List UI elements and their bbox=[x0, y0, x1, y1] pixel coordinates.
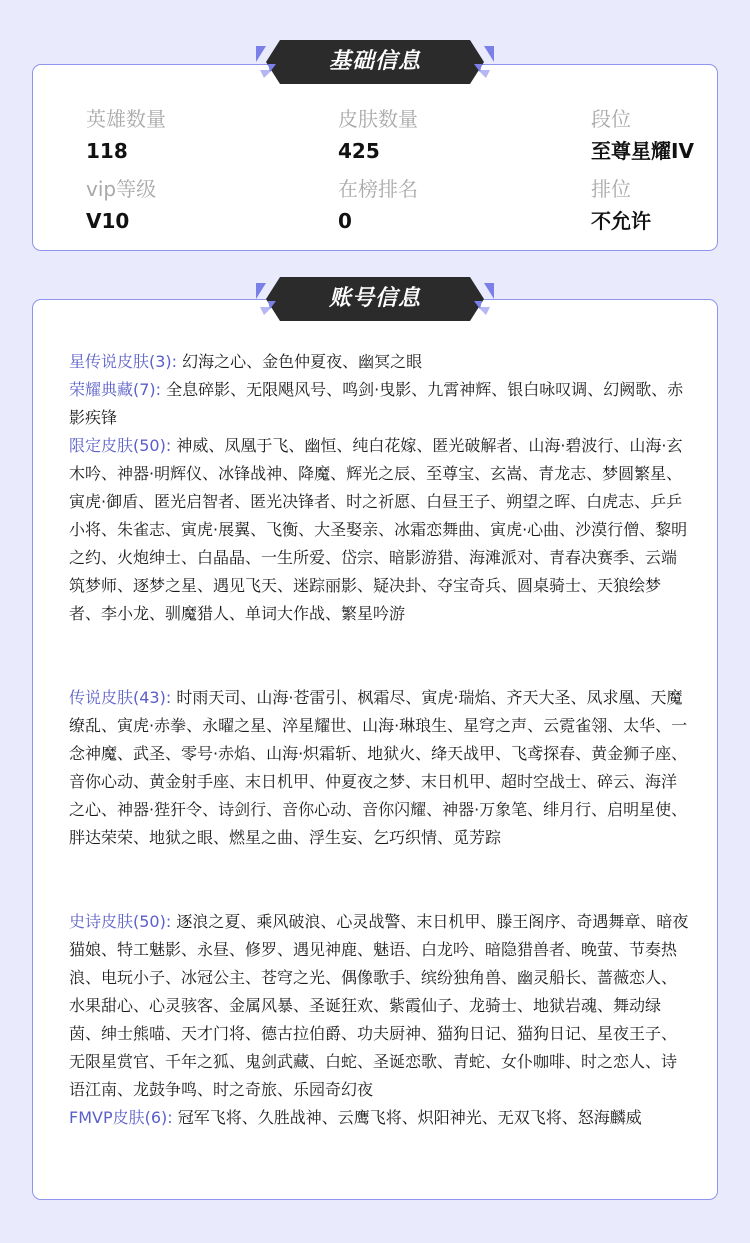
account-info-banner bbox=[248, 277, 502, 321]
hero-count-value: 118 bbox=[86, 139, 128, 163]
skin-list: 逐浪之夏、乘风破浪、心灵战警、末日机甲、滕王阁序、奇遇舞章、暗夜猫娘、特工魅影、永昼、修罗、遇见神鹿、魅语、白龙吟、暗隐猎兽者、晚萤、节奏热浪、电玩小子、冰冠公主、苍穹之光、偶像歌手、缤纷独角兽、幽灵船长、蔷薇恋人、水果甜心、心灵骇客、金属风暴、圣诞狂欢、紫霞仙子、龙骑士、地狱岩魂、舞动绿茵、绅士熊喵、天才门将、德古拉伯爵、功夫厨神、猫狗日记、猫狗日记、星夜王子、无限星赏官、千年之狐、鬼剑武藏、白蛇、圣诞恋歌、青蛇、女仆咖啡、时之恋人、诗语江南、龙鼓争鸣、时之奇旅、乐园奇幻夜 bbox=[69, 912, 689, 1099]
account-info-card bbox=[32, 299, 718, 1200]
vip-level-label: vip等级 bbox=[86, 177, 157, 201]
leaderboard-rank-cell bbox=[338, 175, 418, 235]
ranked-allowed-label: 排位 bbox=[591, 177, 631, 201]
skin-list: 时雨天司、山海·苍雷引、枫霜尽、寅虎·瑞焰、齐天大圣、凤求凰、天魔缭乱、寅虎·赤拳、永曜之星、淬星耀世、山海·琳琅生、星穹之声、云霓雀翎、太华、一念神魔、武圣、零号·赤焰、山海·炽霜斩、地狱火、绛天战甲、飞鸢探春、黄金狮子座、音你心动、黄金射手座、末日机甲、仲夏夜之梦、末日机甲、超时空战士、碎云、海洋之心、神器·狴犴令、诗剑行、音你心动、音你闪耀、神器·万象笔、绯月行、启明星使、胖达荣荣、地狱之眼、燃星之曲、浮生妄、乞巧织情、觅芳踪 bbox=[69, 688, 688, 847]
rank-tier-cell bbox=[591, 105, 694, 165]
hero-count-cell bbox=[86, 105, 166, 165]
skin-section-2 bbox=[69, 684, 691, 852]
basic-info-title: 基础信息 bbox=[328, 49, 421, 74]
ranked-allowed-value: 不允许 bbox=[591, 209, 651, 233]
account-info-title: 账号信息 bbox=[328, 286, 421, 311]
leaderboard-rank-label: 在榜排名 bbox=[338, 177, 418, 201]
skin-count-label: 皮肤数量 bbox=[338, 107, 418, 131]
skin-list: 全息碎影、无限飓风号、鸣剑·曳影、九霄神辉、银白咏叹调、幻阙歌、赤影疾锋 bbox=[69, 380, 684, 427]
category-limited: 限定皮肤(50): bbox=[69, 436, 172, 455]
skin-list: 神威、凤凰于飞、幽恒、纯白花嫁、匿光破解者、山海·碧波行、山海·玄木吟、神器·明辉仪、冰锋战神、降魔、辉光之辰、至尊宝、玄嵩、青龙志、梦圆繁星、寅虎·御盾、匿光启智者、匿光决锋者、时之祈愿、白昼王子、朔望之晖、白虎志、乒乒小将、朱雀志、寅虎·展翼、飞衡、大圣娶亲、冰霜恋舞曲、寅虎·心曲、沙漠行僧、黎明之约、火炮绅士、白晶晶、一生所爱、岱宗、暗影游猎、海滩派对、青春决赛季、云端筑梦师、逐梦之星、遇见飞天、迷踪丽影、疑决卦、夺宝奇兵、圆桌骑士、天狼绘梦者、李小龙、驯魔猎人、单词大作战、繁星吟游 bbox=[69, 436, 688, 623]
skin-count-value: 425 bbox=[338, 139, 380, 163]
rank-tier-label: 段位 bbox=[591, 107, 631, 131]
skin-list: 冠军飞将、久胜战神、云鹰飞将、炽阳神光、无双飞将、怒海麟威 bbox=[177, 1108, 642, 1127]
skin-section-1 bbox=[69, 348, 691, 628]
leaderboard-rank-value: 0 bbox=[338, 209, 352, 233]
skin-list: 幻海之心、金色仲夏夜、幽冥之眼 bbox=[182, 352, 423, 371]
hero-count-label: 英雄数量 bbox=[86, 107, 166, 131]
category-epic: 史诗皮肤(50): bbox=[69, 912, 172, 931]
category-star-legend: 星传说皮肤(3): bbox=[69, 352, 178, 371]
vip-level-cell bbox=[86, 175, 156, 235]
category-fmvp: FMVP皮肤(6): bbox=[69, 1108, 173, 1127]
skin-count-cell bbox=[338, 105, 418, 165]
rank-tier-value: 至尊星耀IV bbox=[591, 139, 694, 163]
vip-level-value: V10 bbox=[86, 209, 130, 233]
ranked-allowed-cell bbox=[591, 175, 651, 235]
category-honor-collection: 荣耀典藏(7): bbox=[69, 380, 162, 399]
basic-info-card bbox=[32, 64, 718, 251]
category-legend: 传说皮肤(43): bbox=[69, 688, 172, 707]
basic-info-banner bbox=[248, 40, 502, 84]
skin-section-3 bbox=[69, 908, 691, 1132]
